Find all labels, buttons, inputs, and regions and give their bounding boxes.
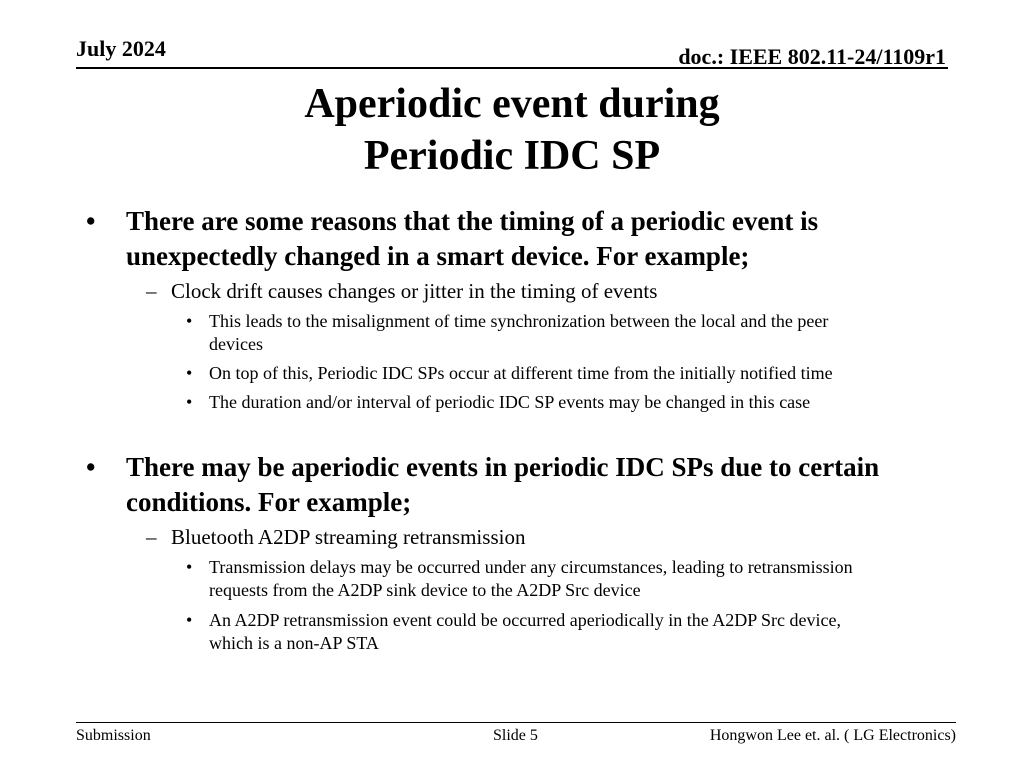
- bullet-1-item-1-line1: This leads to the misalignment of time synchronization between the local and the peer: [209, 311, 829, 331]
- bullet-2-item-2-line2: which is a non-AP STA: [209, 633, 379, 653]
- bullet-1-marker: •: [86, 206, 96, 236]
- bullet-2-item-2: [209, 609, 949, 655]
- bullet-2-line2: conditions. For example;: [126, 487, 412, 517]
- bullet-1-item-3: The duration and/or interval of periodic IDC SP events may be changed in this case: [209, 392, 811, 412]
- bullet-2-item-2-dot: •: [186, 610, 193, 630]
- bullet-1-item-1: [209, 310, 949, 356]
- bullet-2-line1: There may be aperiodic events in periodic IDC SPs due to certain: [126, 452, 880, 482]
- slide-title: [0, 78, 1024, 182]
- slide-title-line2: Periodic IDC SP: [363, 133, 661, 179]
- header-date: July 2024: [76, 36, 166, 61]
- bullet-2-item-1: [209, 556, 949, 602]
- footer-author: Hongwon Lee et. al. ( LG Electronics): [709, 727, 956, 744]
- footer-submission: Submission: [76, 727, 151, 744]
- bullet-2-text: [126, 450, 966, 520]
- footer-divider: [76, 722, 956, 723]
- bullet-2-item-1-line2: requests from the A2DP sink device to the A2DP Src device: [209, 580, 641, 600]
- footer-slide-number: Slide 5: [493, 727, 538, 744]
- bullet-1-sub-dash: –: [146, 279, 157, 303]
- bullet-2-item-1-line1: Transmission delays may be occurred under any circumstances, leading to retransmission: [209, 557, 853, 577]
- bullet-2-item-1-dot: •: [186, 557, 193, 577]
- bullet-1-item-3-dot: •: [186, 392, 193, 412]
- bullet-1-sub-text: Clock drift causes changes or jitter in the timing of events: [171, 279, 658, 303]
- slide-title-line1: Aperiodic event during: [304, 81, 720, 127]
- bullet-2-sub-text: Bluetooth A2DP streaming retransmission: [171, 525, 526, 549]
- header-divider: [76, 67, 948, 69]
- bullet-2-marker: •: [86, 452, 96, 482]
- header-doc-id: doc.: IEEE 802.11-24/1109r1: [678, 44, 946, 69]
- bullet-1-line2: unexpectedly changed in a smart device. For example;: [126, 241, 750, 271]
- bullet-1-text: [126, 204, 946, 274]
- bullet-1-item-2: On top of this, Periodic IDC SPs occur at different time from the initially notified time: [209, 363, 833, 383]
- bullet-1-item-2-dot: •: [186, 363, 193, 383]
- bullet-1-item-1-line2: devices: [209, 334, 263, 354]
- bullet-1-line1: There are some reasons that the timing of a periodic event is: [126, 206, 819, 236]
- bullet-1-item-1-dot: •: [186, 311, 193, 331]
- bullet-2-sub-dash: –: [146, 525, 157, 549]
- bullet-2-item-2-line1: An A2DP retransmission event could be occurred aperiodically in the A2DP Src device,: [209, 610, 842, 630]
